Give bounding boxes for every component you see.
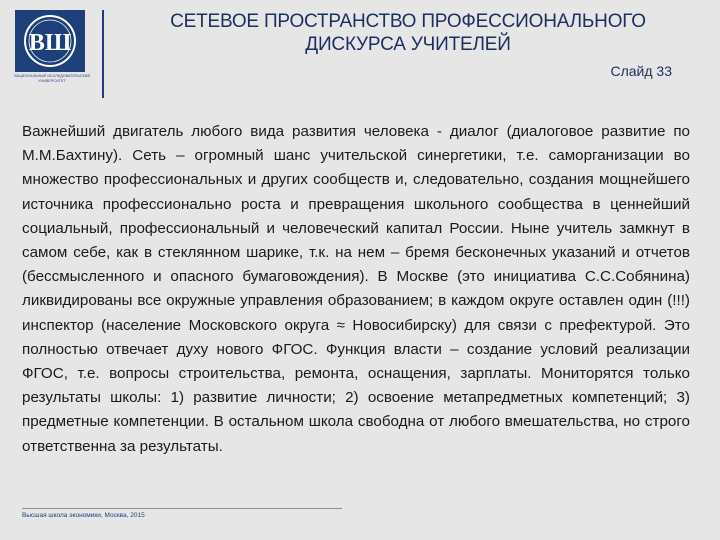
footer-text: Высшая школа экономики, Москва, 2015 (22, 512, 145, 519)
header-divider (102, 10, 104, 98)
svg-text:ВШ: ВШ (28, 30, 72, 56)
hse-logo (0, 0, 100, 98)
body-paragraph: Важнейший двигатель любого вида развития человека - диалог (диалоговое развитие по М.М.Бахтину). Сеть – огромный шанс учительской синергетики, т.е. саморганизации во множество профессиональных и других сообществ и, следовательно, создания мощнейшего источника профессионально роста и превращения школьного сообщества в ценнейший социальный, профессиональный и человеческий капитал России. Ныне учитель замкнут в самом себе, как в стеклянном шарике, т.к. на нем – бремя бесконечных указаний и отчетов (бессмысленного и опасного бумаговождения). В Москве (это инициатива С.С.Собянина) ликвидированы все окружные управления образованием; в каждом округе оставлен один (!!!) инспектор (население Московского округа ≈ Новосибирску) для связи с префектурой. Это полностью отвечает духу нового ФГОС. Функция власти – создание условий реализации ФГОС, т.е. вопросы строительства, ремонта, оснащения, зарплаты. Мониторятся только результаты школы: 1) развитие личности; 2) освоение метапредметных компетенций; 3) предметные компетенции. В остальном школа свободна от любого вмешательства, но строго ответственна за результаты. (22, 123, 690, 455)
hse-university-logo-icon (15, 10, 85, 72)
slide-title: СЕТЕВОЕ ПРОСТРАНСТВО ПРОФЕССИОНАЛЬНОГО ДИСКУРСА УЧИТЕЛЕЙ (170, 11, 646, 55)
footer-divider (22, 508, 342, 509)
slide-number: Слайд 33 (610, 63, 672, 79)
logo-caption: НАЦИОНАЛЬНЫЙ ИССЛЕДОВАТЕЛЬСКИЙ УНИВЕРСИТЕТ (13, 74, 91, 83)
